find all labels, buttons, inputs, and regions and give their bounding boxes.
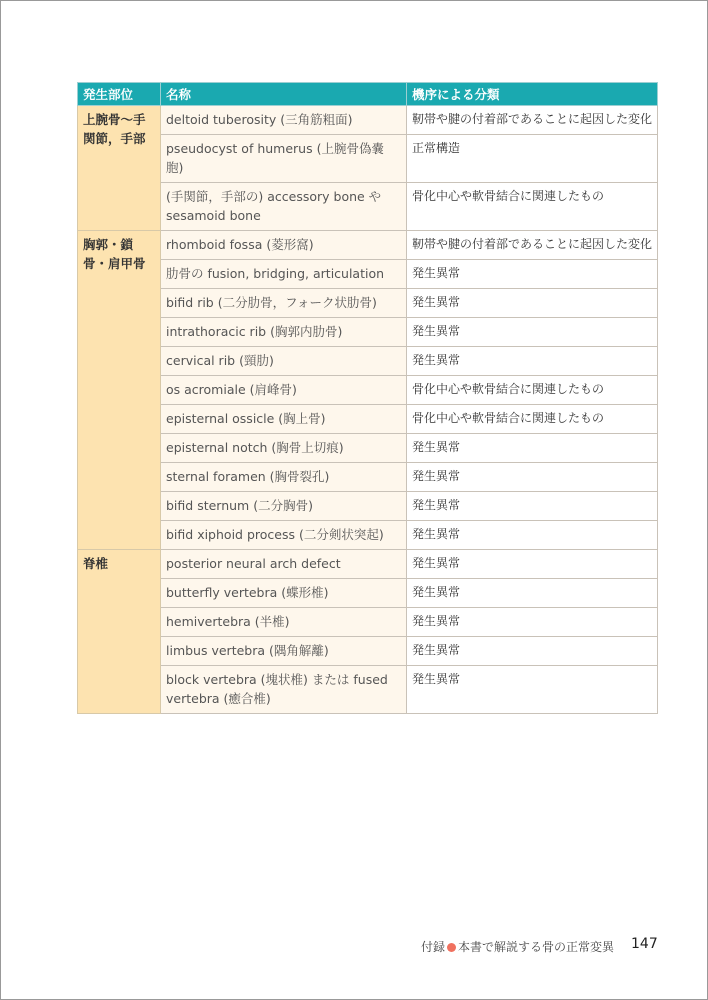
name-cell: limbus vertebra (隅角解離) [161,637,407,666]
name-cell: cervical rib (頸肋) [161,347,407,376]
name-cell: episternal ossicle (胸上骨) [161,405,407,434]
classification-cell: 発生異常 [407,318,658,347]
classification-cell: 靭帯や腱の付着部であることに起因した変化 [407,106,658,135]
name-cell: posterior neural arch defect [161,550,407,579]
name-cell: pseudocyst of humerus (上腕骨偽嚢胞) [161,135,407,183]
classification-cell: 発生異常 [407,347,658,376]
category-cell: 胸郭・鎖骨・肩甲骨 [78,231,161,550]
footer-section: 付録 [421,940,446,954]
classification-cell: 骨化中心や軟骨結合に関連したもの [407,405,658,434]
classification-cell: 発生異常 [407,666,658,714]
table-row [78,666,658,714]
table-row [78,434,658,463]
table-row [78,260,658,289]
table-row [78,521,658,550]
classification-cell: 発生異常 [407,434,658,463]
classification-cell: 発生異常 [407,260,658,289]
footer-title: 本書で解説する骨の正常変異 [458,940,615,954]
name-cell: hemivertebra (半椎) [161,608,407,637]
name-cell: episternal notch (胸骨上切痕) [161,434,407,463]
name-cell: bifid sternum (二分胸骨) [161,492,407,521]
name-cell: block vertebra (塊状椎) または fused vertebra (癒合椎) [161,666,407,714]
header-classification: 機序による分類 [407,83,658,106]
classification-cell: 発生異常 [407,521,658,550]
table-row [78,405,658,434]
classification-cell: 骨化中心や軟骨結合に関連したもの [407,183,658,231]
name-cell: os acromiale (肩峰骨) [161,376,407,405]
running-footer [421,938,614,955]
classification-cell: 骨化中心や軟骨結合に関連したもの [407,376,658,405]
page-number: 147 [631,936,658,952]
name-cell: sternal foramen (胸骨裂孔) [161,463,407,492]
classification-cell: 発生異常 [407,579,658,608]
table-row [78,637,658,666]
name-cell: bifid xiphoid process (二分剣状突起) [161,521,407,550]
table-row [78,608,658,637]
table-header [78,83,658,106]
bullet-dot-icon [447,943,456,952]
table-row [78,347,658,376]
header-site: 発生部位 [78,83,161,106]
name-cell: butterfly vertebra (蝶形椎) [161,579,407,608]
table-row [78,463,658,492]
classification-cell: 発生異常 [407,637,658,666]
header-name: 名称 [161,83,407,106]
classification-cell: 靭帯や腱の付着部であることに起因した変化 [407,231,658,260]
name-cell: deltoid tuberosity (三角筋粗面) [161,106,407,135]
table-row [78,579,658,608]
name-cell: (手関節，手部の) accessory bone や sesamoid bone [161,183,407,231]
table-row [78,492,658,521]
variants-table [77,82,658,714]
table-row [78,376,658,405]
classification-cell: 正常構造 [407,135,658,183]
name-cell: rhomboid fossa (菱形窩) [161,231,407,260]
table-row [78,550,658,579]
name-cell: intrathoracic rib (胸郭内肋骨) [161,318,407,347]
table-row [78,106,658,135]
table-row [78,183,658,231]
classification-cell: 発生異常 [407,289,658,318]
table-row [78,289,658,318]
table-row [78,135,658,183]
classification-cell: 発生異常 [407,492,658,521]
table-row [78,231,658,260]
name-cell: bifid rib (二分肋骨，フォーク状肋骨) [161,289,407,318]
table-row [78,318,658,347]
classification-cell: 発生異常 [407,463,658,492]
classification-cell: 発生異常 [407,608,658,637]
name-cell: 肋骨の fusion, bridging, articulation [161,260,407,289]
category-cell: 脊椎 [78,550,161,714]
classification-cell: 発生異常 [407,550,658,579]
category-cell: 上腕骨〜手関節，手部 [78,106,161,231]
